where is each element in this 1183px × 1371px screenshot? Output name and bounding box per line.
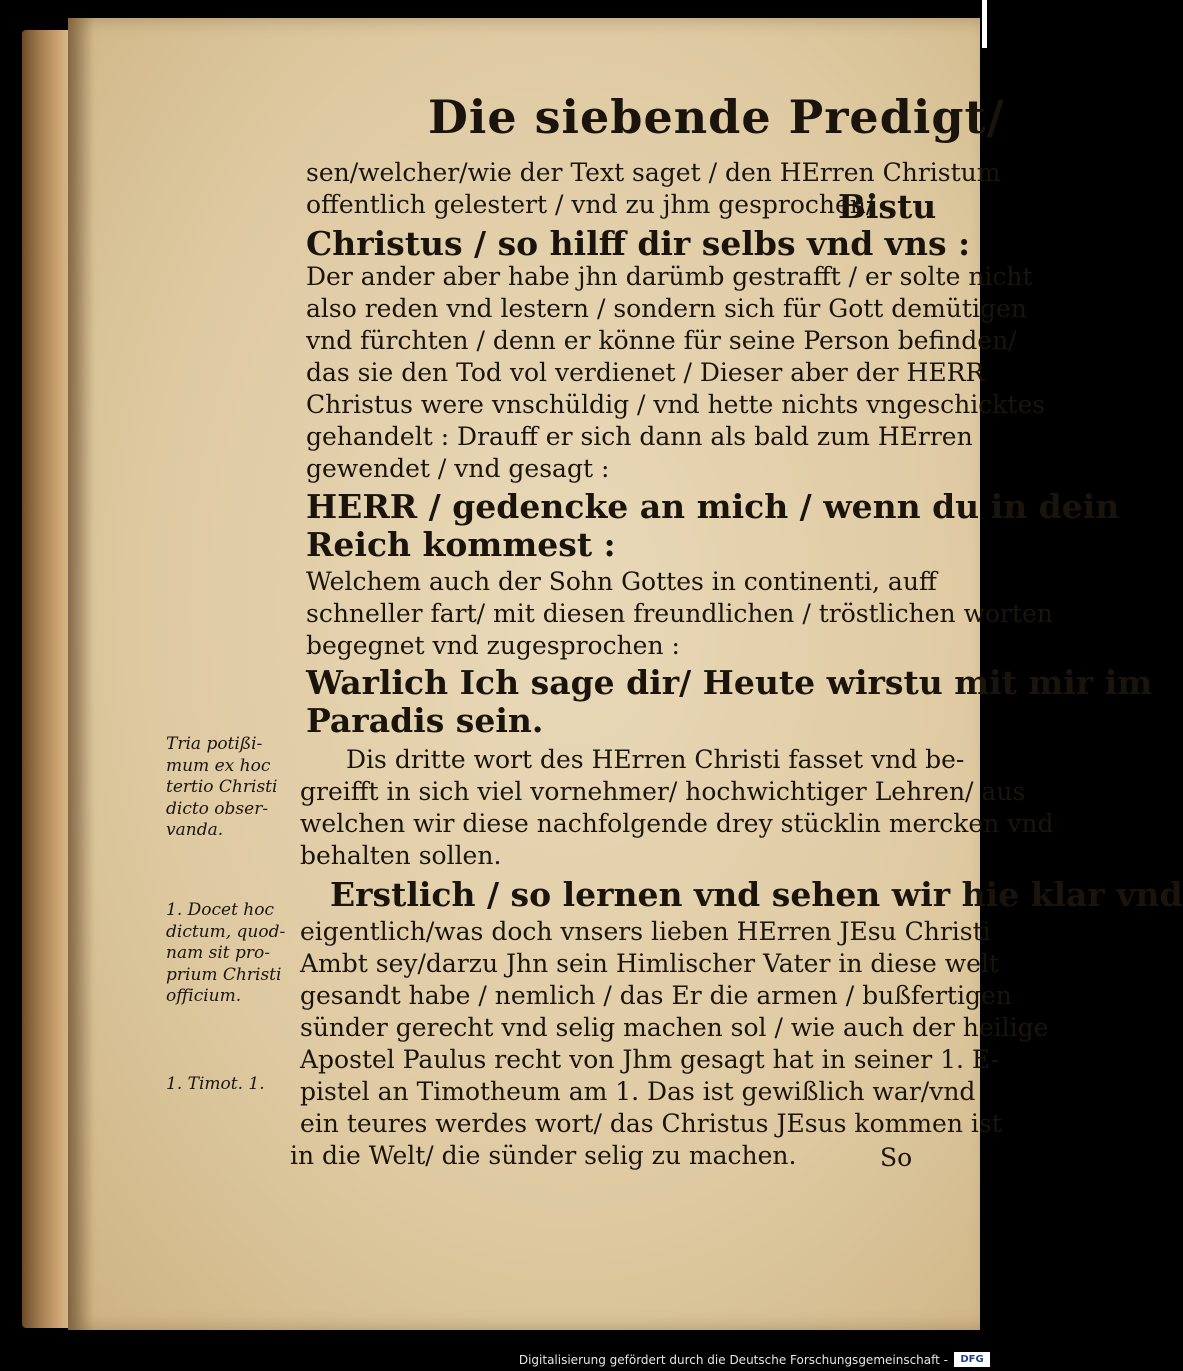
body-line: gehandelt : Drauff er sich dann als bald zum HErren [306,422,973,451]
margin-note-line: nam sit pro- [166,943,270,963]
book-page-edges [22,30,70,1328]
footer-bar [0,1335,1000,1371]
gutter-shadow [68,18,94,1330]
scan-calibration-marker [982,0,992,48]
body-line: offentlich gelestert / vnd zu jhm gesprochen/ [306,190,875,219]
margin-note-line: mum ex hoc [166,755,271,776]
footer-credit: Digitalisierung gefördert durch die Deutsche Forschungsgemeinschaft - [518,1353,948,1367]
body-line: sünder gerecht vnd selig machen sol / wie auch der heilige [300,1013,1049,1042]
body-line: sen/welcher/wie der Text saget / den HErren Christum [306,158,1001,187]
body-line: also reden vnd lestern / sondern sich für Gott demütigen [306,294,1027,323]
margin-note-1 [166,734,277,842]
body-line: Apostel Paulus recht von Jhm gesagt hat in seiner 1. E- [300,1045,1000,1074]
body-line: gesandt habe / nemlich / das Er die armen / bußfertigen [300,981,1012,1010]
margin-note-line: prium Christi [166,964,282,985]
margin-note-line: tertio Christi [166,777,278,797]
margin-note-line: dicto obser- [166,798,269,819]
margin-note-2 [166,900,285,1008]
book-page [68,18,1183,1330]
body-line: Der ander aber habe jhn darümb gestrafft / er solte nicht [306,262,1033,291]
body-line: Welchem auch der Sohn Gottes in continenti, auff [306,567,937,596]
quote-warlich: Warlich Ich sage dir/ Heute wirstu mit mir im [306,663,1153,702]
body-line: Dis dritte wort des HErren Christi fasset vnd be- [346,745,965,774]
body-line: Christus were vnschüldig / vnd hette nichts vngeschicktes [306,390,1046,419]
body-line: Ambt sey/darzu Jhn sein Himlischer Vater in diese welt [300,949,1000,978]
quote-herr-cont: Reich kommest : [306,525,616,564]
body-line: behalten sollen. [300,841,502,870]
margin-note-line: vanda. [166,820,224,840]
dfg-logo: DFG [954,1352,990,1367]
catchword: So [880,1143,913,1172]
body-line: in die Welt/ die sünder selig zu machen. [290,1141,797,1170]
margin-note-line: Tria potißi- [166,734,263,754]
body-line: das sie den Tod vol verdienet / Dieser aber der HERR [306,358,985,387]
body-line: begegnet vnd zugesprochen : [306,631,680,660]
margin-note-line: dictum, quod- [166,921,286,942]
body-line: vnd fürchten / denn er könne für seine Person befinden/ [306,326,1017,355]
quote-herr: HERR / gedencke an mich / wenn du in dein [306,487,1120,526]
quote-warlich-cont: Paradis sein. [306,701,544,740]
body-line: pistel an Timotheum am 1. Das ist gewißlich war/vnd [300,1077,976,1106]
body-line: schneller fart/ mit diesen freundlichen / tröstlichen worten [306,599,1053,628]
body-line: eigentlich/was doch vnsers lieben HErren JEsu Christi [300,917,991,946]
body-line: welchen wir diese nachfolgende drey stücklin mercken vnd [300,809,1054,838]
body-line: greifft in sich viel vornehmer/ hochwichtiger Lehren/ aus [300,777,1026,806]
body-line: ein teures werdes wort/ das Christus JEsus kommen ist [300,1109,1002,1138]
erstlich-heading: Erstlich / so lernen vnd sehen wir hie klar vnd [330,875,1183,914]
quote-bistu-start: Bistu [838,187,937,226]
margin-note-line: officium. [166,986,242,1006]
body-line: gewendet / vnd gesagt : [306,454,610,483]
margin-note-3: 1. Timot. 1. [166,1074,265,1094]
margin-note-line: 1. Docet hoc [166,900,275,920]
running-head: Die siebende Predigt/ [428,90,1005,144]
quote-bistu-end: Christus / so hilff dir selbs vnd vns : [306,224,971,263]
